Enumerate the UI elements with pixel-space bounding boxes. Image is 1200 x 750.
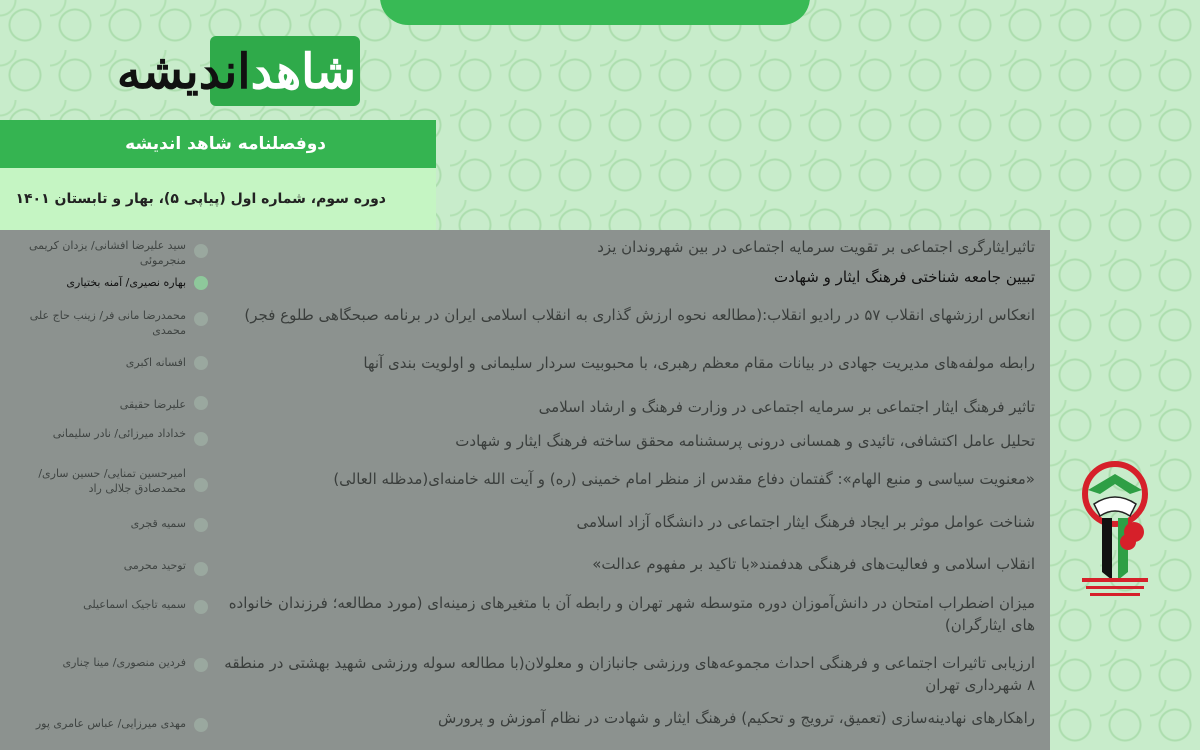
- journal-logo[interactable]: [70, 36, 360, 112]
- article-authors[interactable]: فردین منصوری/ مینا چناری: [62, 656, 186, 669]
- article-title-link[interactable]: شناخت عوامل موثر بر ایجاد فرهنگ ایثار اجتماعی در دانشگاه آزاد اسلامی: [576, 513, 1035, 531]
- article-authors[interactable]: امیرحسین تمنایی/ حسین ساری/ محمدصادق جلالی راد: [38, 467, 186, 495]
- bullet-dot-icon: [194, 600, 208, 614]
- bullet-dot-icon: [194, 312, 208, 326]
- article-authors[interactable]: سمیه تاجیک اسماعیلی: [83, 598, 186, 611]
- article-title-link[interactable]: انقلاب اسلامی و فعالیت‌های فرهنگی هدفمند«با تاکید بر مفهوم عدالت»: [592, 555, 1035, 573]
- article-authors[interactable]: افسانه اکبری: [125, 356, 186, 369]
- bullet-dot-icon: [194, 478, 208, 492]
- article-title-link[interactable]: رابطه مولفه‌های مدیریت جهادی در بیانات مقام معظم رهبری، با محبوبیت سردار سلیمانی و اولویت بندی آنها: [363, 354, 1035, 372]
- article-title-link[interactable]: ارزیابی تاثیرات اجتماعی و فرهنگی احداث مجموعه‌های ورزشی جانبازان و معلولان(با مطالعه سوله ورزشی شهید بهشتی در منطقه ۸ شهرداری تهران: [224, 654, 1035, 694]
- issue-info-band: [0, 168, 436, 230]
- bullet-dot-icon: [194, 518, 208, 532]
- logo-word-shahed: شاهد: [250, 44, 356, 100]
- bullet-dot-icon: [194, 356, 208, 370]
- article-authors[interactable]: محمدرضا مانی فر/ زینب حاج علی محمدی: [29, 309, 186, 337]
- article-authors[interactable]: خداداد میرزائی/ نادر سلیمانی: [52, 427, 186, 440]
- bullet-dot-icon: [194, 244, 208, 258]
- article-title-link[interactable]: انعکاس ارزشهای انقلاب ۵۷ در رادیو انقلاب:(مطالعه نحوه ارزش گذاری به انقلاب اسلامی ایران در برنامه صبحگاهی طلوع فجر): [244, 306, 1035, 324]
- logo-text: [117, 42, 356, 102]
- bullet-dot-icon: [194, 432, 208, 446]
- article-title-link[interactable]: میزان اضطراب امتحان در دانش‌آموزان دوره متوسطه شهر تهران و رابطه آن با متغیرهای زمینه‌ای (مورد مطالعه؛ فرزندان خانواده های ایثارگران): [228, 594, 1035, 634]
- issue-info: دوره سوم، شماره اول (پیاپی ۵)، بهار و تابستان ۱۴۰۱: [15, 191, 386, 207]
- article-title-link[interactable]: تبیین جامعه شناختی فرهنگ ایثار و شهادت: [774, 268, 1035, 286]
- martyr-foundation-emblem-icon: [1072, 460, 1158, 602]
- bullet-dot-icon: [194, 396, 208, 410]
- top-tab: [380, 0, 810, 25]
- bullet-dot-icon: [194, 562, 208, 576]
- article-authors[interactable]: بهاره نصیری/ آمنه بختیاری: [66, 276, 186, 289]
- logo-word-andishe: اندیشه: [116, 44, 251, 100]
- article-authors[interactable]: سمیه قجری: [130, 517, 186, 530]
- article-authors[interactable]: سید علیرضا افشانی/ یزدان کریمی منجرموئی: [28, 239, 186, 267]
- article-title-link[interactable]: تاثیرایثارگری اجتماعی بر تقویت سرمایه اجتماعی در بین شهروندان یزد: [597, 238, 1035, 256]
- journal-name: دوفصلنامه شاهد اندیشه: [125, 134, 326, 154]
- article-authors[interactable]: مهدی میرزایی/ عباس عامری پور: [35, 717, 186, 730]
- bullet-dot-icon: [194, 718, 208, 732]
- article-title-link[interactable]: راهکارهای نهادینه‌سازی (تعمیق، ترویج و تحکیم) فرهنگ ایثار و شهادت در نظام آموزش و پرورش: [437, 709, 1035, 727]
- article-title-link[interactable]: تحلیل عامل اکتشافی، تائیدی و همسانی درونی پرسشنامه محقق ساخته فرهنگ ایثار و شهادت: [455, 432, 1035, 450]
- article-title-link[interactable]: «معنویت سیاسی و منبع الهام»: گفتمان دفاع مقدس از منظر امام خمینی (ره) و آیت الله خامنه‌ای(مدظله العالی): [333, 470, 1035, 488]
- journal-name-band: [0, 120, 436, 168]
- bullet-dot-icon: [194, 276, 208, 290]
- article-authors[interactable]: علیرضا حقیقی: [119, 398, 186, 411]
- bullet-dot-icon: [194, 658, 208, 672]
- article-title-link[interactable]: تاثیر فرهنگ ایثار اجتماعی بر سرمایه اجتماعی در وزارت فرهنگ و ارشاد اسلامی: [538, 398, 1035, 416]
- article-authors[interactable]: توحید محرمی: [123, 559, 186, 572]
